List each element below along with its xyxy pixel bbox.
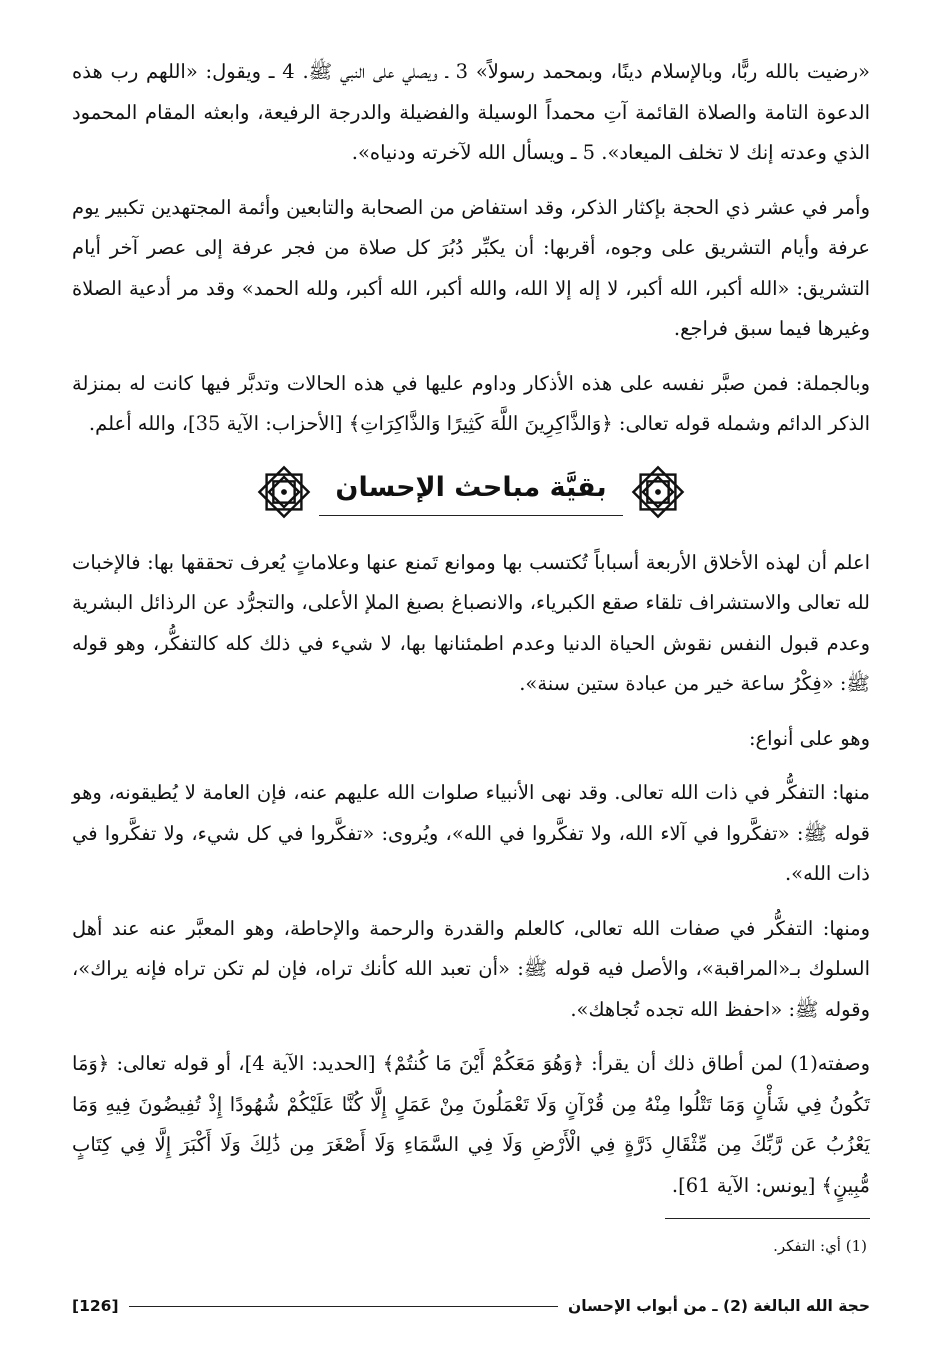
paragraph: وصفته(1) لمن أطاق ذلك أن يقرأ: ﴿وَهُوَ مَعَكُمْ أَيْنَ مَا كُنتُمْ﴾ [الحديد: الآية 4]، أو قوله تعالى: ﴿وَمَا تَكُونُ فِي شَأْنٍ وَمَا تَتْلُوا مِنْهُ مِن قُرْآنٍ وَلَا تَعْمَلُونَ مِنْ عَمَلٍ إِلَّا كُنَّا عَلَيْكُمْ شُهُودًا إِذْ تُفِيضُونَ فِيهِ وَمَا يَعْزُبُ عَن رَّبِّكَ مِن مِّثْقَالِ ذَرَّةٍ فِي الْأَرْضِ وَلَا فِي السَّمَاءِ وَلَا أَصْغَرَ مِن ذَٰلِكَ وَلَا أَكْبَرَ إِلَّا فِي كِتَابٍ مُّبِينٍ﴾ [يونس: الآية 61]. (72, 1052, 870, 1197)
page-body (72, 52, 870, 1220)
paragraph: ومنها: التفكُّر في صفات الله تعالى، كالعلم والقدرة والرحمة والإحاطة، وهو المعبَّر عنه عند أهل السلوك بـ«المراقبة»، والأصل فيه قوله ﷺ: «أن تعبد الله كأنك تراه، فإن لم تكن تراه فإنه يراك»، وقوله ﷺ: «احفظ الله تجده تُجاهك». (72, 916, 870, 1021)
star-ornament-icon (629, 463, 687, 521)
footnote-divider (665, 1218, 870, 1219)
footer-divider (129, 1306, 558, 1307)
section-title: بقيَّة مباحث الإحسان (319, 468, 622, 516)
footnote: (1) أي: التفكر. (773, 1237, 867, 1255)
footer-book-title: حجة الله البالغة (2) ـ من أبواب الإحسان (567, 1297, 870, 1315)
page-number: [126] (72, 1297, 119, 1315)
paragraph: وبالجملة: فمن صبَّر نفسه على هذه الأذكار وداوم عليها في هذه الحالات وتدبَّر فيها كانت له بمنزلة الذكر الدائم وشمله قوله تعالى: ﴿وَالذَّاكِرِينَ اللَّهَ كَثِيرًا وَالذَّاكِرَاتِ﴾ [الأحزاب: الآية 35]، والله أعلم. (72, 371, 870, 435)
section-heading (72, 463, 870, 521)
paragraph: «رضيت بالله ربًّا، وبالإسلام دينًا، وبمحمد رسولاً» 3 ـ ويصلي على النبي ﷺ. 4 ـ ويقول: «اللهم رب هذه الدعوة التامة والصلاة القائمة آتِ محمداً الوسيلة والفضيلة والدرجة الرفيعة، وابعثه المقام المحمود الذي وعدته إنك لا تخلف الميعاد». 5 ـ ويسأل الله لآخرته ودنياه». (72, 60, 870, 164)
paragraph: وأمر في عشر ذي الحجة بإكثار الذكر، وقد استفاض من الصحابة والتابعين وأئمة المجتهدين تكبير يوم عرفة وأيام التشريق على وجوه، أقربها: أن يكبِّر دُبُرَ كل صلاة من فجر عرفة إلى عصر آخر أيام التشريق: «الله أكبر، الله أكبر، لا إله إلا الله، والله أكبر، الله أكبر، ولله الحمد» وقد مر أدعية الصلاة وغيرها فيما سبق فراجع. (72, 195, 870, 340)
page-footer (72, 1291, 870, 1321)
star-ornament-icon (255, 463, 313, 521)
paragraph: وهو على أنواع: (748, 726, 870, 750)
paragraph: اعلم أن لهذه الأخلاق الأربعة أسباباً تُكتسب بها وموانع تَمنع عنها وعلاماتٍ يُعرف تحققها بها: فالإخبات لله تعالى والاستشراف تلقاء صقع الكبرياء، والانصباغ بصبغ الملإ الأعلى، والتجرُّد عن الرذائل البشرية وعدم قبول النفس نقوش الحياة الدنيا وعدم اطمئنانها بها، لا شيء في ذلك كله كالتفكُّر، وهو قوله ﷺ: «فِكْرُ ساعة خير من عبادة ستين سنة». (72, 550, 870, 695)
paragraph: منها: التفكُّر في ذات الله تعالى. وقد نهى الأنبياء صلوات الله عليهم عنه، فإن العامة لا يُطيقونه، وهو قوله ﷺ: «تفكَّروا في آلاء الله، ولا تفكَّروا في الله»، ويُروى: «تفكَّروا في كل شيء، ولا تفكَّروا في ذات الله». (72, 781, 870, 885)
